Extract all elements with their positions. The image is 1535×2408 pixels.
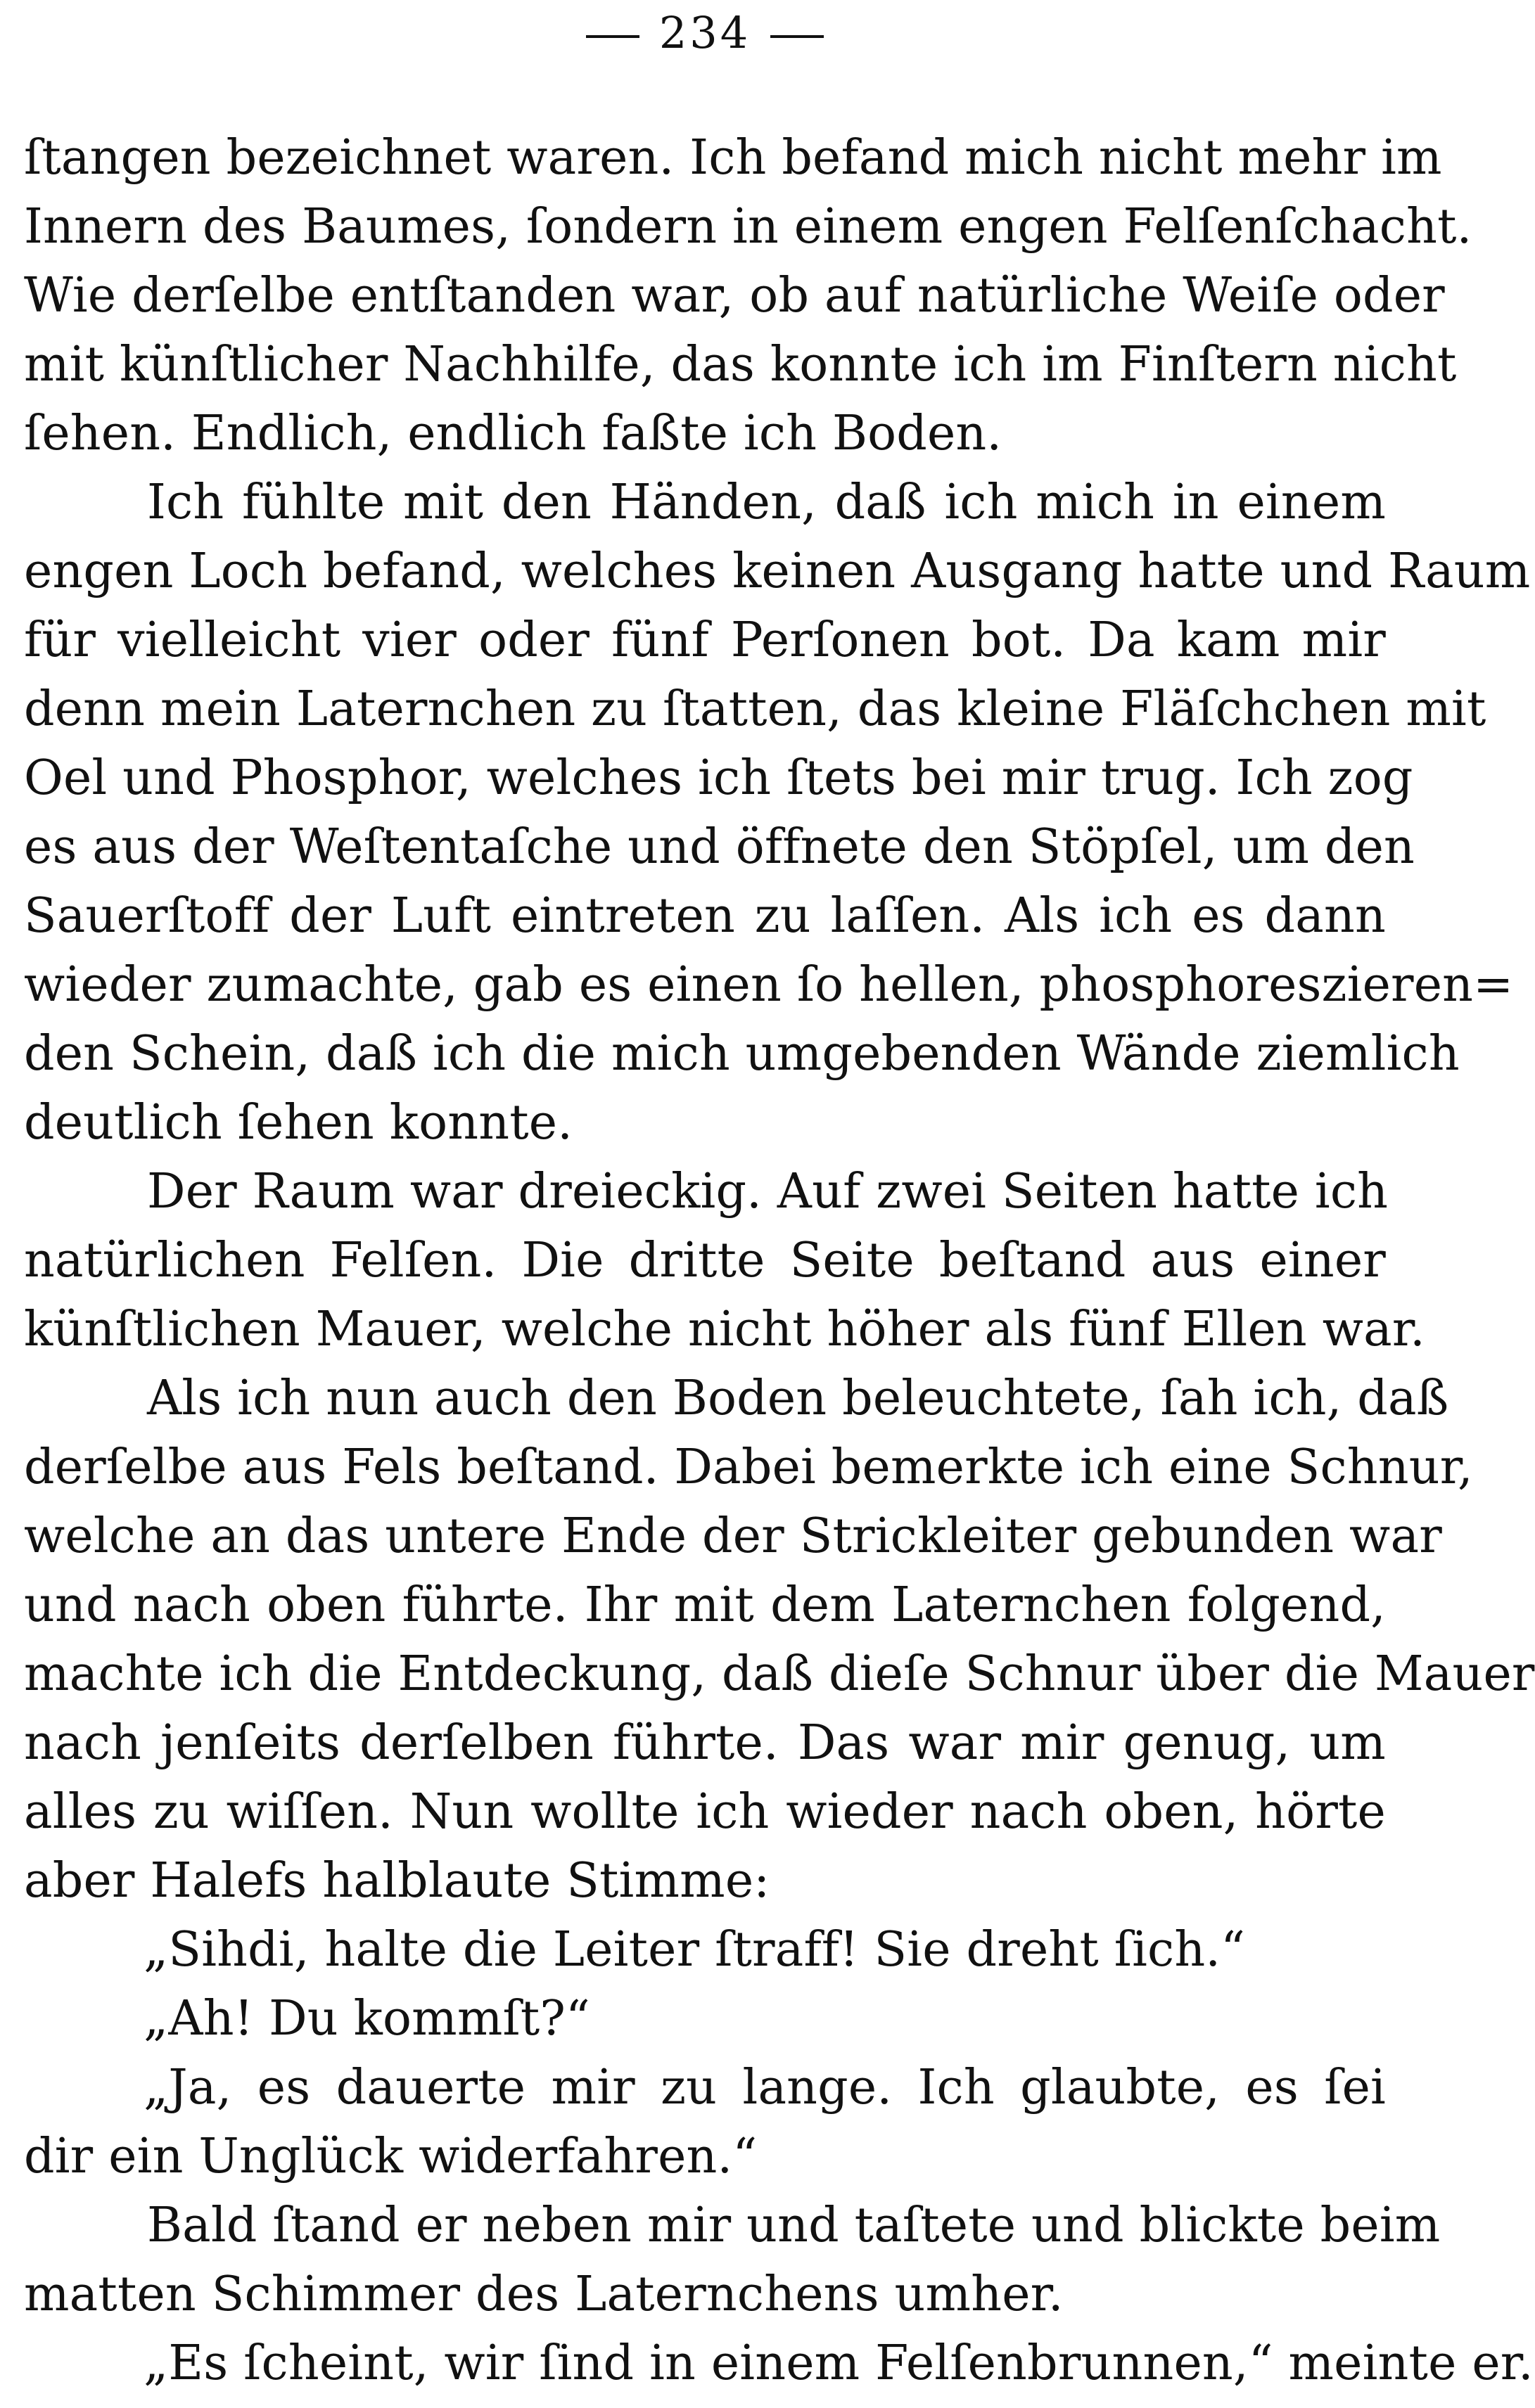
page-number: 234 [620, 8, 790, 58]
text-line: ſehen. Endlich, endlich faßte ich Boden. [24, 406, 1002, 461]
text-line: „Ja, es dauerte mir zu lange. Ich glaubte, es ſei [144, 2060, 1386, 2115]
text-line: „Es ſcheint, wir ſind in einem Felſenbrunnen,“ meinte er. [144, 2336, 1534, 2391]
text-line: alles zu wiſſen. Nun wollte ich wieder nach oben, hörte [24, 1784, 1386, 1840]
text-line: matten Schimmer des Laternchens umher. [24, 2267, 1064, 2322]
text-line: mit künſtlicher Nachhilfe, das konnte ich im Finſtern nicht [24, 337, 1457, 392]
page-text [24, 124, 1535, 2398]
text-line: derſelbe aus Fels beſtand. Dabei bemerkte ich eine Schnur, [24, 1440, 1473, 1495]
text-line: Bald ſtand er neben mir und taſtete und blickte beim [147, 2198, 1441, 2253]
page-header [0, 8, 1410, 58]
text-line: natürlichen Felſen. Die dritte Seite beſtand aus einer [24, 1233, 1386, 1288]
text-line: „Sihdi, halte die Leiter ſtraff! Sie dreht ſich.“ [144, 1922, 1246, 1978]
text-line: aber Halefs halblaute Stimme: [24, 1853, 770, 1909]
text-line: Innern des Baumes, ſondern in einem engen Felſenſchacht. [24, 199, 1472, 255]
text-line: künſtlichen Mauer, welche nicht höher als fünf Ellen war. [24, 1302, 1425, 1357]
text-line: nach jenſeits derſelben führte. Das war mir genug, um [24, 1715, 1386, 1771]
text-line: engen Loch befand, welches keinen Ausgang hatte und Raum [24, 544, 1531, 599]
text-line: Sauerſtoff der Luft eintreten zu laſſen. Als ich es dann [24, 888, 1386, 944]
text-line: dir ein Unglück widerfahren.“ [24, 2129, 758, 2184]
text-line: den Schein, daß ich die mich umgebenden Wände ziemlich [24, 1026, 1460, 1082]
text-line: machte ich die Entdeckung, daß dieſe Schnur über die Mauer [24, 1646, 1535, 1702]
text-line: Ich fühlte mit den Händen, daß ich mich in einem [147, 475, 1386, 530]
text-line: „Ah! Du kommſt?“ [144, 1991, 591, 2047]
text-line: es aus der Weſtentaſche und öffnete den Stöpſel, um den [24, 819, 1415, 875]
text-line: wieder zumachte, gab es einen ſo hellen, phosphoreszieren= [24, 957, 1514, 1013]
text-line: und nach oben führte. Ihr mit dem Laternchen folgend, [24, 1577, 1386, 1633]
text-line: ſtangen bezeichnet waren. Ich befand mich nicht mehr im [24, 130, 1442, 186]
text-line: denn mein Laternchen zu ſtatten, das kleine Fläſchchen mit [24, 681, 1486, 737]
text-line: Oel und Phosphor, welches ich ſtets bei mir trug. Ich zog [24, 750, 1413, 806]
text-line: für vielleicht vier oder fünf Perſonen bot. Da kam mir [24, 613, 1386, 668]
text-line: Wie derſelbe entſtanden war, ob auf natürliche Weiſe oder [24, 268, 1445, 324]
text-line: deutlich ſehen konnte. [24, 1095, 573, 1151]
text-line: welche an das untere Ende der Strickleiter gebunden war [24, 1509, 1442, 1564]
text-line: Als ich nun auch den Boden beleuchtete, ſah ich, daß [147, 1371, 1449, 1426]
text-line: Der Raum war dreieckig. Auf zwei Seiten hatte ich [147, 1164, 1389, 1219]
